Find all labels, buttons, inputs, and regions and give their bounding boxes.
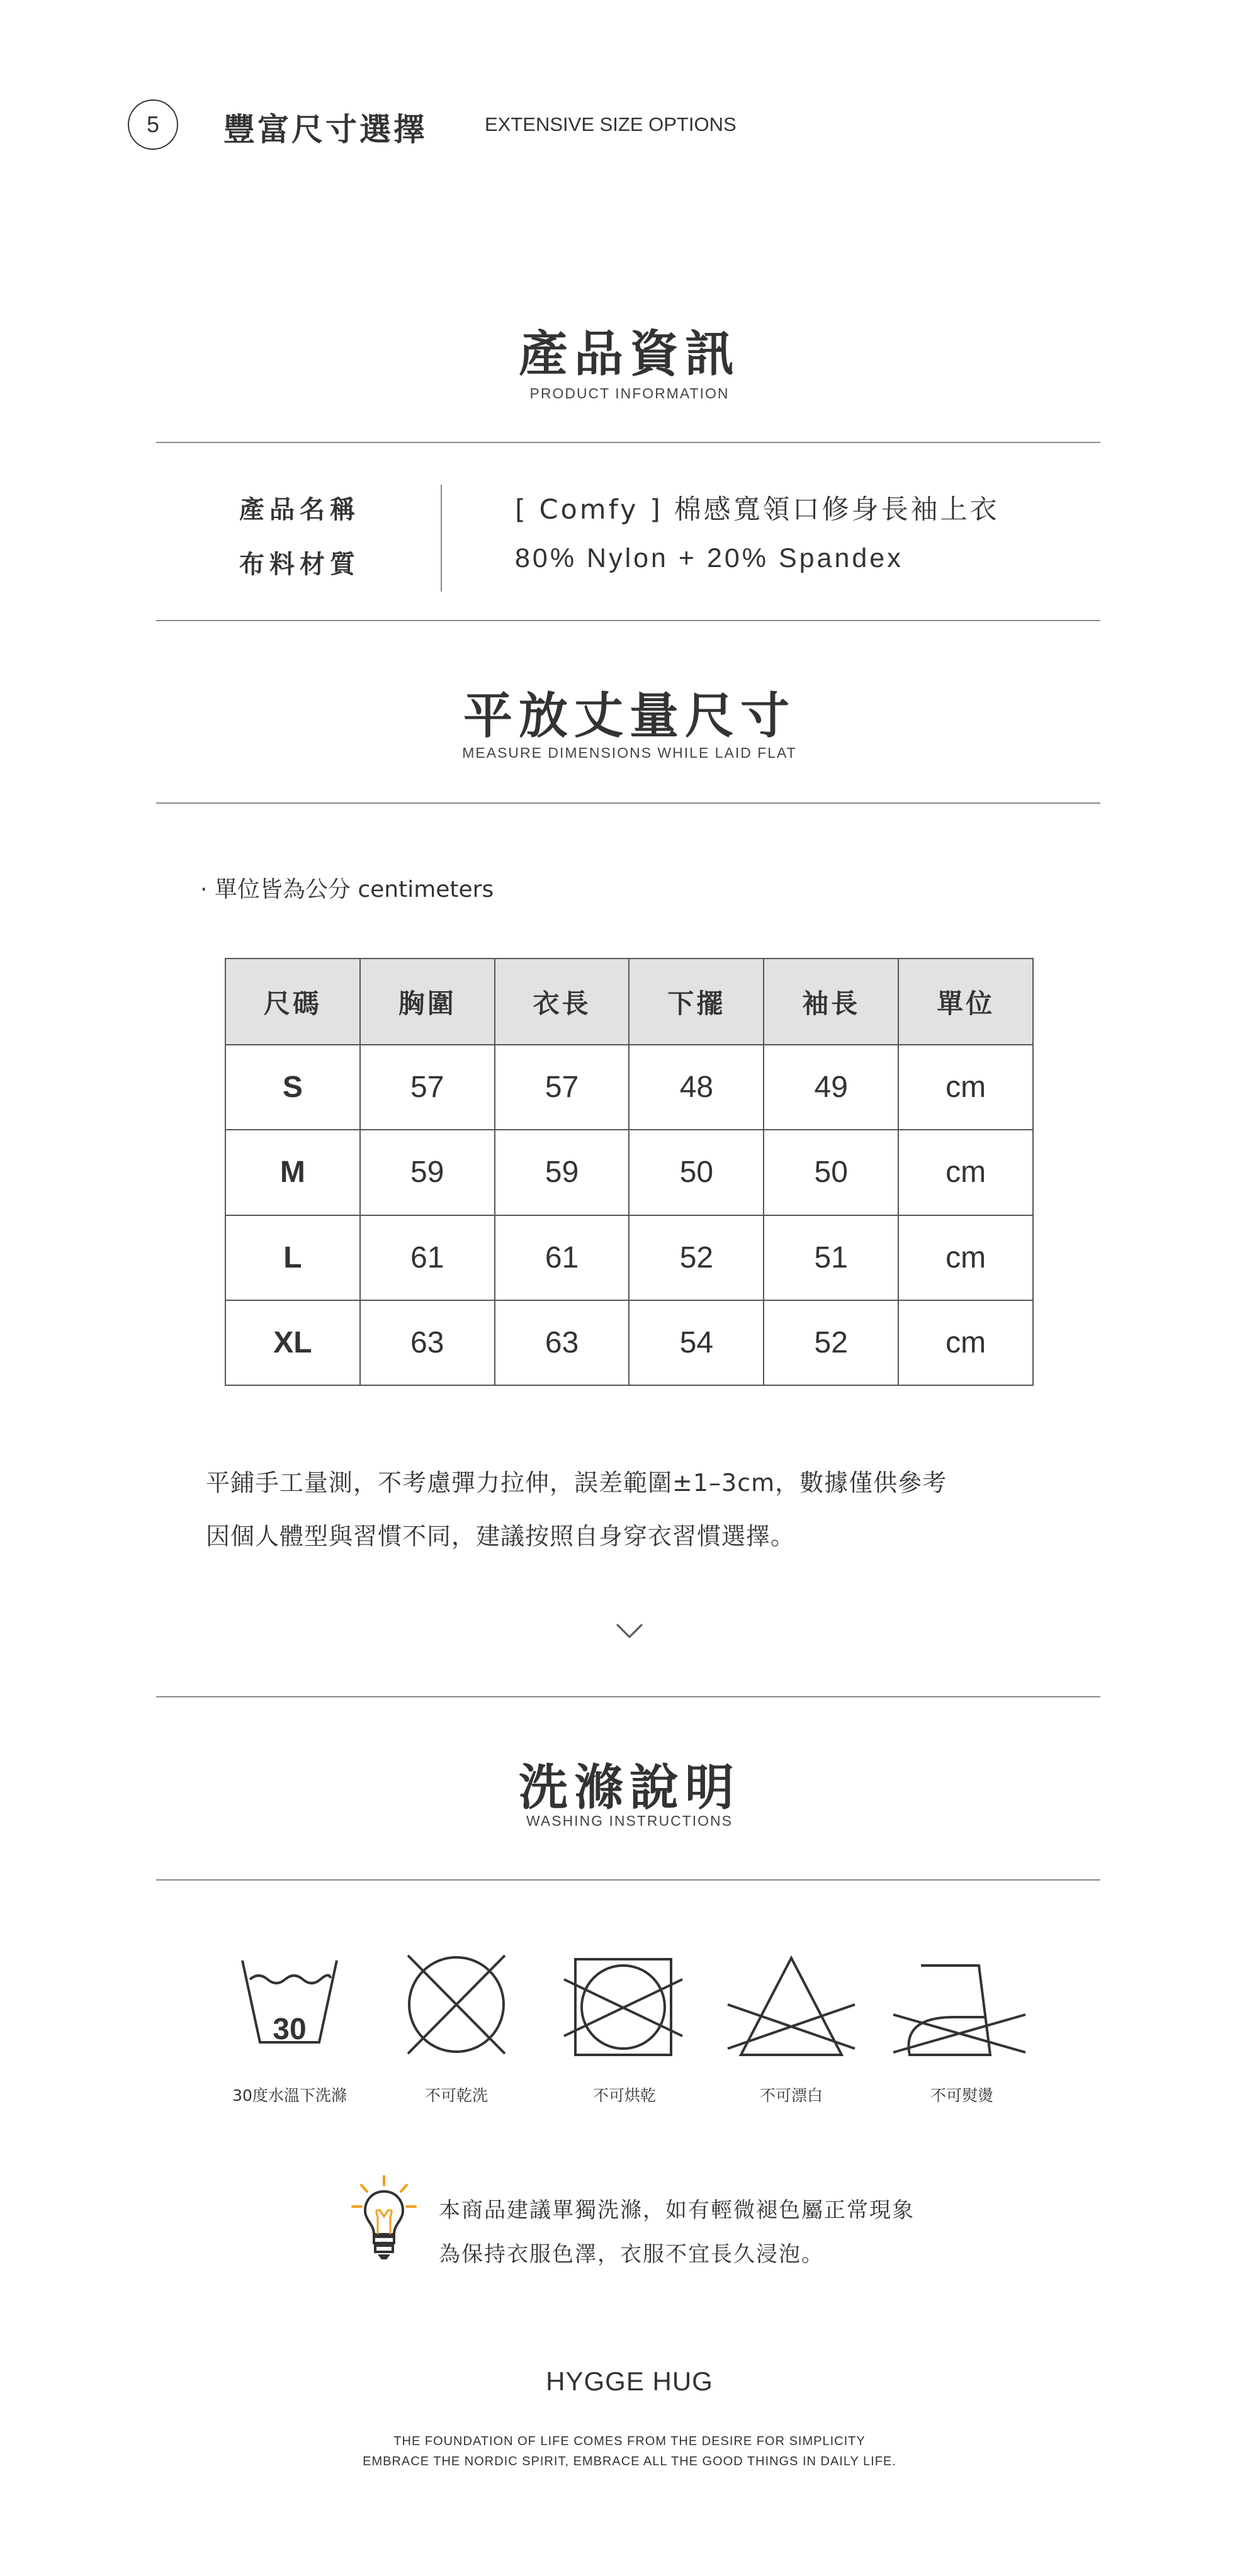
table-cell: cm <box>898 1130 1033 1215</box>
step-number: 5 <box>146 111 160 137</box>
divider <box>156 442 1100 443</box>
table-cell: M <box>225 1130 360 1215</box>
size-table <box>225 958 1034 1386</box>
header-unit: 單位 <box>898 959 1033 1045</box>
measure-subtitle: MEASURE DIMENSIONS WHILE LAID FLAT <box>462 745 797 761</box>
divider <box>156 1879 1100 1881</box>
table-cell: 63 <box>495 1300 630 1385</box>
table-cell: 61 <box>360 1215 495 1300</box>
wash-label: 不可烘乾 <box>592 2086 656 2105</box>
no-bleach-icon <box>719 1954 864 2061</box>
table-row <box>225 1215 1033 1300</box>
step-number-badge <box>128 99 178 150</box>
table-cell: 51 <box>764 1215 898 1300</box>
divider <box>156 620 1100 621</box>
divider <box>156 1696 1100 1697</box>
table-cell: 59 <box>360 1130 495 1215</box>
table-header-row <box>225 959 1033 1045</box>
header-chest: 胸圍 <box>360 959 495 1045</box>
measure-note-2: 因個人體型與習慣不同，建議按照自身穿衣習慣選擇。 <box>206 1522 796 1550</box>
table-cell: XL <box>225 1300 360 1385</box>
header-sleeve: 袖長 <box>764 959 898 1045</box>
table-cell: 57 <box>360 1045 495 1130</box>
table-cell: 52 <box>764 1300 898 1385</box>
header-length: 衣長 <box>495 959 630 1045</box>
no-dry-clean-icon <box>384 1954 529 2061</box>
table-cell: 50 <box>629 1130 764 1215</box>
washing-title: 洗滌說明 <box>518 1760 740 1816</box>
wash-label: 不可乾洗 <box>424 2086 488 2105</box>
chevron-down-icon <box>616 1623 643 1639</box>
measure-note-1: 平鋪手工量測，不考慮彈力拉伸，誤差範圍±1–3cm，數據僅供參考 <box>206 1469 947 1497</box>
table-row <box>225 1300 1033 1385</box>
brand-name: HYGGE HUG <box>546 2366 713 2396</box>
table-cell: S <box>225 1045 360 1130</box>
no-tumble-dry-icon <box>552 1954 697 2061</box>
info-value-name: [ Comfy ] 棉感寬領口修身長袖上衣 <box>515 494 1000 526</box>
section-heading-english: EXTENSIVE SIZE OPTIONS <box>485 113 737 135</box>
table-row <box>225 1130 1033 1215</box>
info-label-name: 產品名稱 <box>239 495 360 524</box>
product-info-subtitle: PRODUCT INFORMATION <box>529 385 730 402</box>
header-size: 尺碼 <box>225 959 360 1045</box>
wash-label: 30度水溫下洗滌 <box>232 2086 347 2105</box>
washing-subtitle: WASHING INSTRUCTIONS <box>526 1813 733 1829</box>
table-cell: 49 <box>764 1045 898 1130</box>
header-hem: 下擺 <box>629 959 764 1045</box>
table-cell: L <box>225 1215 360 1300</box>
table-cell: 57 <box>495 1045 630 1130</box>
divider <box>156 802 1100 804</box>
slogan-line-2: EMBRACE THE NORDIC SPIRIT, EMBRACE ALL THE GOOD THINGS IN DAILY LIFE. <box>363 2455 896 2468</box>
product-info-title: 產品資訊 <box>518 326 740 383</box>
table-cell: 54 <box>629 1300 764 1385</box>
table-row <box>225 1045 1033 1130</box>
table-cell: 59 <box>495 1130 630 1215</box>
info-label-material: 布料材質 <box>239 550 360 579</box>
section-heading: 豐富尺寸選擇 <box>223 111 427 148</box>
table-cell: cm <box>898 1300 1033 1385</box>
wash-temperature: 30 <box>273 2013 307 2046</box>
washing-tip-2: 為保持衣服色澤，衣服不宜長久浸泡。 <box>439 2242 824 2267</box>
info-vertical-divider <box>441 485 442 592</box>
table-cell: 50 <box>764 1130 898 1215</box>
measure-title: 平放丈量尺寸 <box>463 688 796 745</box>
info-value-material: 80% Nylon + 20% Spandex <box>515 543 903 573</box>
wash-30-icon <box>217 1954 362 2049</box>
unit-note: · 單位皆為公分 centimeters <box>200 877 494 903</box>
wash-label: 不可熨燙 <box>930 2086 993 2105</box>
table-cell: 52 <box>629 1215 764 1300</box>
slogan-line-1: THE FOUNDATION OF LIFE COMES FROM THE DESIRE FOR SIMPLICITY <box>393 2434 866 2448</box>
no-iron-icon <box>888 1954 1032 2061</box>
washing-tip-1: 本商品建議單獨洗滌，如有輕微褪色屬正常現象 <box>439 2198 915 2223</box>
table-cell: cm <box>898 1045 1033 1130</box>
lightbulb-icon <box>346 2171 422 2266</box>
table-cell: 63 <box>360 1300 495 1385</box>
table-cell: 61 <box>495 1215 630 1300</box>
table-cell: 48 <box>629 1045 764 1130</box>
table-cell: cm <box>898 1215 1033 1300</box>
wash-label: 不可漂白 <box>759 2086 823 2105</box>
